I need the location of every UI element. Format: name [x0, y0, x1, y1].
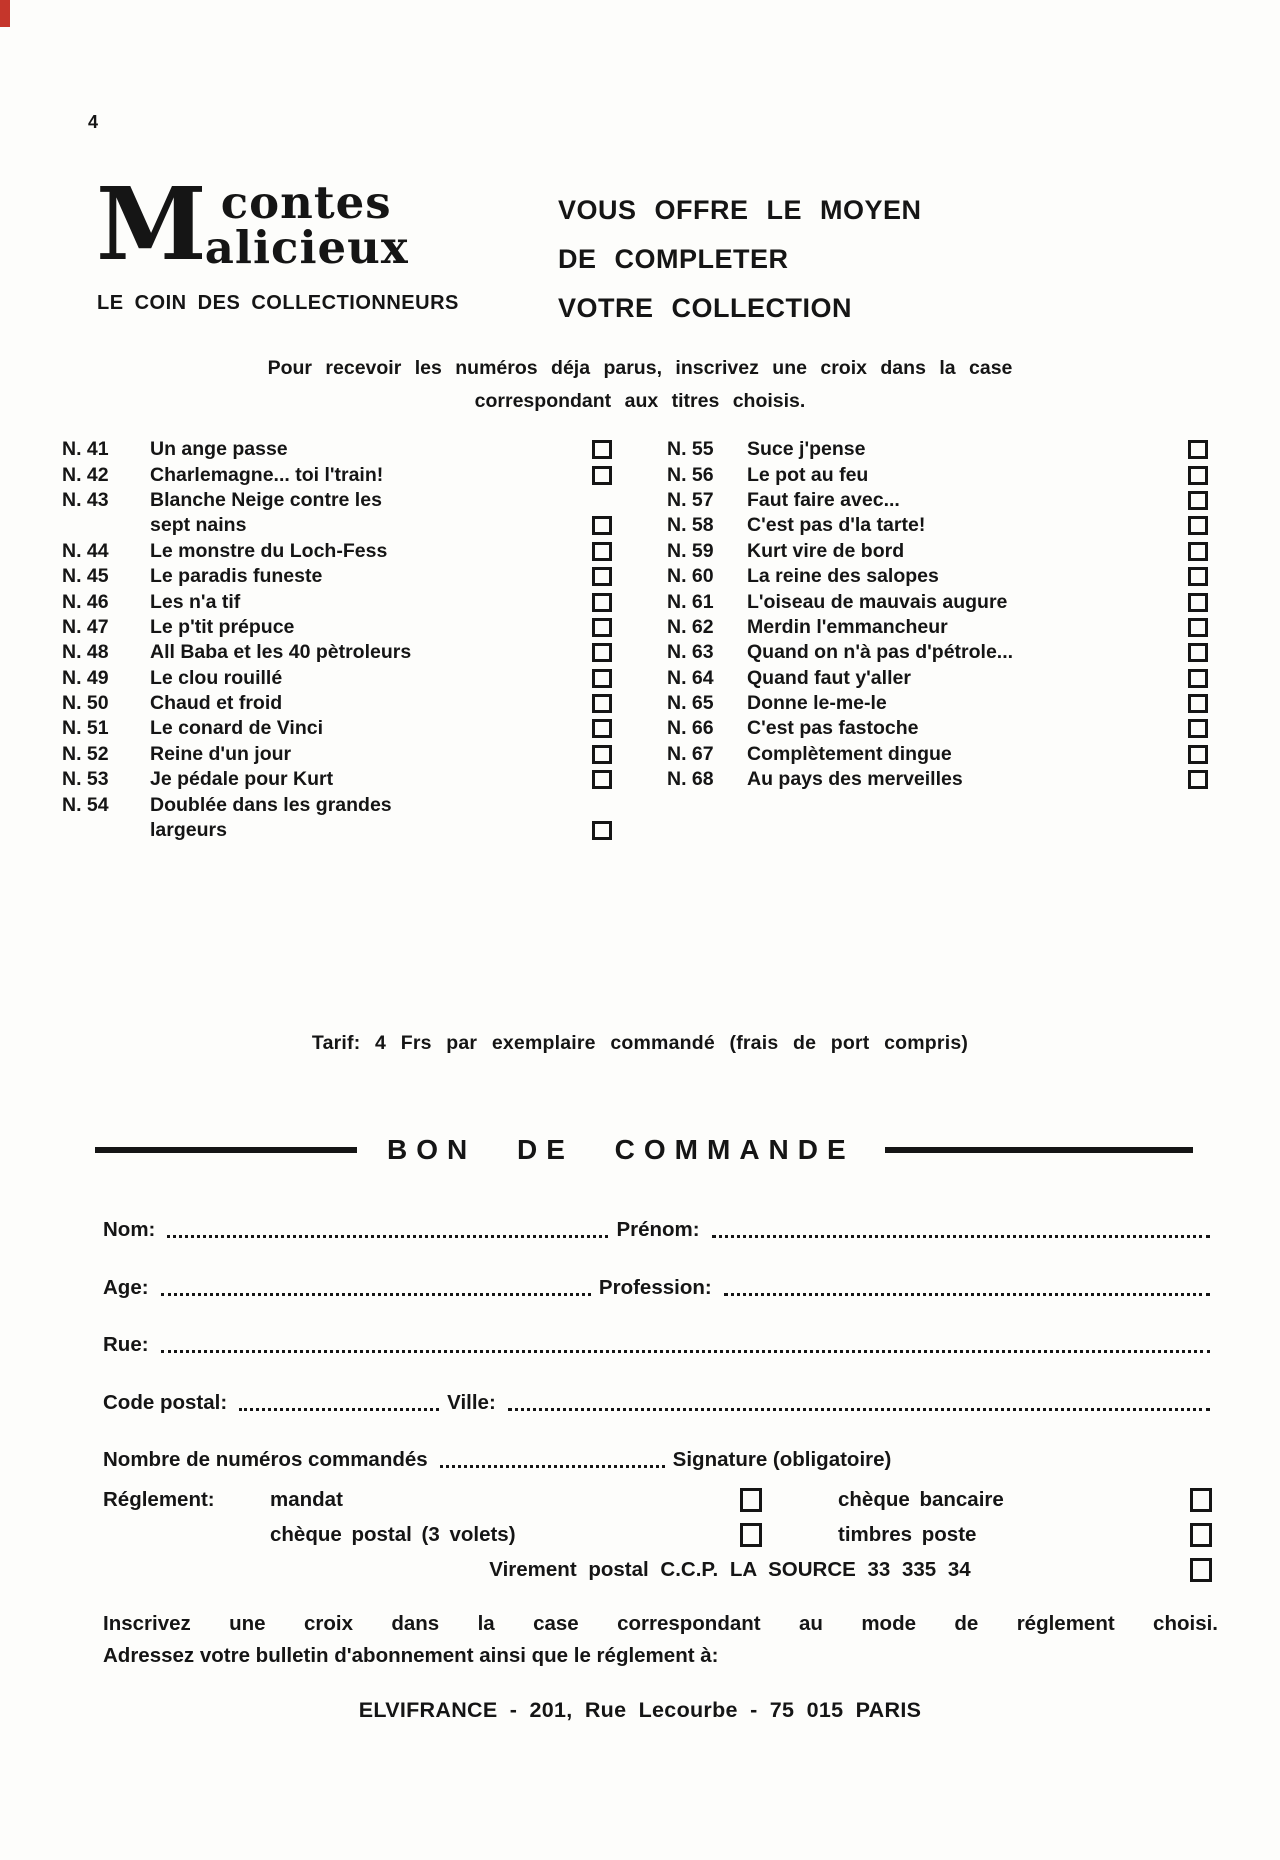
issue-number: N. 53: [62, 768, 109, 791]
issue-title: Doublée dans les grandes: [150, 793, 392, 816]
issue-title: Je pédale pour Kurt: [150, 768, 334, 791]
issue-number: N. 63: [667, 641, 714, 664]
issue-number: N. 59: [667, 539, 714, 562]
issue-number: N. 43: [62, 488, 109, 511]
issue-checkbox[interactable]: [1188, 770, 1208, 789]
rue-field[interactable]: [161, 1344, 1210, 1353]
cheque-bancaire-checkbox[interactable]: [1190, 1488, 1212, 1512]
issue-checkbox[interactable]: [592, 618, 612, 637]
payment-row-1: [103, 1482, 1220, 1517]
issue-checkbox[interactable]: [1188, 491, 1208, 510]
issue-number: N. 65: [667, 692, 714, 715]
age-label: Age:: [103, 1275, 149, 1299]
closing-instructions: [103, 1608, 1218, 1672]
issue-checkbox[interactable]: [1188, 466, 1208, 485]
issue-title: Le pot au feu: [747, 463, 869, 486]
issue-title: largeurs: [150, 819, 227, 842]
issue-title: C'est pas d'la tarte!: [747, 514, 926, 537]
reglement-label: Réglement:: [103, 1487, 215, 1511]
issue-title: Suce j'pense: [747, 438, 866, 461]
closing-line-1: Inscrivez une croix dans la case correspondant au mode de réglement choisi.: [103, 1612, 1218, 1635]
timbres-poste-label: timbres poste: [838, 1522, 977, 1546]
catalog-row: [62, 615, 1218, 640]
issue-number: N. 67: [667, 742, 714, 765]
issue-number: N. 58: [667, 514, 714, 537]
issue-checkbox[interactable]: [1188, 643, 1208, 662]
virement-checkbox[interactable]: [1190, 1558, 1212, 1582]
catalog-row: [62, 792, 1218, 817]
form-row-nombre-signature: [103, 1446, 1218, 1472]
issue-title: Les n'a tif: [150, 590, 241, 613]
code-postal-field[interactable]: [239, 1402, 439, 1411]
order-form-header: [95, 1134, 1193, 1166]
issue-number: N. 68: [667, 768, 714, 791]
payment-section: [103, 1482, 1220, 1587]
catalog-row: [62, 666, 1218, 691]
issue-title: L'oiseau de mauvais augure: [747, 590, 1008, 613]
nombre-label: Nombre de numéros commandés: [103, 1448, 428, 1471]
issue-checkbox[interactable]: [1188, 669, 1208, 688]
issue-number: N. 51: [62, 717, 109, 740]
issue-number: N. 61: [667, 590, 714, 613]
payment-row-2: [103, 1517, 1220, 1552]
catalog-row: [62, 513, 1218, 538]
rue-label: Rue:: [103, 1333, 149, 1356]
issue-checkbox[interactable]: [592, 593, 612, 612]
catalog-row: [62, 818, 1218, 843]
issue-checkbox[interactable]: [1188, 694, 1208, 713]
header-rule-left: [95, 1147, 357, 1153]
virement-label: Virement postal C.C.P. LA SOURCE 33 335 34: [489, 1557, 971, 1581]
nom-label: Nom:: [103, 1218, 156, 1241]
catalog-row: [62, 462, 1218, 487]
issue-number: N. 49: [62, 666, 109, 689]
prenom-label: Prénom:: [616, 1218, 700, 1241]
issue-checkbox[interactable]: [1188, 618, 1208, 637]
issue-title: Kurt vire de bord: [747, 539, 905, 562]
issue-title: Quand faut y'aller: [747, 666, 911, 689]
catalog-row: [62, 488, 1218, 513]
offer-heading: [558, 186, 922, 333]
logo-initial-m: M: [96, 165, 203, 283]
catalog-row: [62, 640, 1218, 665]
publisher-address: ELVIFRANCE - 201, Rue Lecourbe - 75 015 PARIS: [358, 1698, 922, 1722]
issue-number: N. 66: [667, 717, 714, 740]
order-form-fields: [103, 1216, 1218, 1504]
catalog: [62, 437, 1218, 843]
issue-number: N. 42: [62, 463, 109, 486]
issue-title: All Baba et les 40 pètroleurs: [150, 641, 412, 664]
catalog-row: [62, 716, 1218, 741]
issue-title: Quand on n'à pas d'pétrole...: [747, 641, 1014, 664]
issue-title: Merdin l'emmancheur: [747, 615, 948, 638]
issue-title: Blanche Neige contre les: [150, 488, 382, 511]
prenom-field[interactable]: [712, 1229, 1210, 1238]
issue-title: Faut faire avec...: [747, 488, 900, 511]
issue-checkbox[interactable]: [1188, 593, 1208, 612]
issue-checkbox[interactable]: [592, 516, 612, 535]
issue-checkbox[interactable]: [592, 440, 612, 459]
mandat-checkbox[interactable]: [740, 1488, 762, 1512]
logo-word-alicieux: alicieux: [204, 221, 409, 274]
issue-title: Au pays des merveilles: [747, 768, 963, 791]
issue-title: Donne le-me-le: [747, 692, 887, 715]
issue-title: Le clou rouillé: [150, 666, 283, 689]
issue-checkbox[interactable]: [592, 542, 612, 561]
catalog-row: [62, 767, 1218, 792]
form-row-nom-prenom: [103, 1216, 1218, 1242]
issue-checkbox[interactable]: [592, 745, 612, 764]
issue-title: sept nains: [150, 514, 247, 537]
issue-number: N. 60: [667, 565, 714, 588]
issue-title: Le paradis funeste: [150, 565, 323, 588]
issue-checkbox[interactable]: [592, 770, 612, 789]
issue-number: N. 46: [62, 590, 109, 613]
profession-label: Profession:: [598, 1275, 712, 1299]
issue-number: N. 47: [62, 615, 109, 638]
issue-number: N. 62: [667, 615, 714, 638]
logo-word-contes: contes: [220, 176, 392, 229]
issue-number: N. 50: [62, 692, 109, 715]
cheque-postal-checkbox[interactable]: [740, 1523, 762, 1547]
scan-red-artifact: [0, 0, 10, 27]
catalog-row: [62, 539, 1218, 564]
issue-checkbox[interactable]: [1188, 719, 1208, 738]
issue-number: N. 54: [62, 793, 109, 816]
issue-checkbox[interactable]: [1188, 745, 1208, 764]
instructions-line-1: Pour recevoir les numéros déja parus, inscrivez une croix dans la case: [267, 357, 1013, 379]
offer-line-3: VOTRE COLLECTION: [558, 293, 852, 323]
page-number: 4: [88, 112, 99, 132]
catalog-row: [62, 589, 1218, 614]
closing-line-2: Adressez votre bulletin d'abonnement ainsi que le réglement à:: [103, 1644, 719, 1667]
catalog-row: [62, 742, 1218, 767]
cheque-bancaire-label: chèque bancaire: [838, 1487, 1004, 1511]
issue-checkbox[interactable]: [592, 669, 612, 688]
offer-line-2: DE COMPLETER: [558, 244, 789, 274]
catalog-row: [62, 437, 1218, 462]
age-field[interactable]: [161, 1287, 591, 1296]
issue-checkbox[interactable]: [592, 643, 612, 662]
issue-checkbox[interactable]: [1188, 542, 1208, 561]
nom-field[interactable]: [167, 1229, 608, 1238]
issue-number: N. 56: [667, 463, 714, 486]
catalog-row: [62, 691, 1218, 716]
tarif-line: Tarif: 4 Frs par exemplaire commandé (frais de port compris): [311, 1032, 969, 1054]
issue-checkbox[interactable]: [592, 694, 612, 713]
form-row-rue: [103, 1331, 1218, 1357]
instructions-paragraph: [0, 352, 1280, 418]
timbres-poste-checkbox[interactable]: [1190, 1523, 1212, 1547]
issue-number: N. 64: [667, 666, 714, 689]
ville-field[interactable]: [508, 1402, 1210, 1411]
contes-malicieux-logo: [96, 165, 409, 283]
code-postal-label: Code postal:: [103, 1390, 228, 1414]
issue-title: C'est pas fastoche: [747, 717, 919, 740]
issue-title: Le p'tit prépuce: [150, 615, 295, 638]
form-row-code-ville: [103, 1389, 1218, 1415]
offer-line-1: VOUS OFFRE LE MOYEN: [558, 195, 922, 225]
issue-checkbox[interactable]: [592, 821, 612, 840]
payment-row-3: [103, 1552, 1220, 1587]
cheque-postal-label: chèque postal (3 volets): [270, 1522, 516, 1546]
profession-field[interactable]: [724, 1287, 1210, 1296]
issue-number: N. 55: [667, 438, 714, 461]
issue-title: Un ange passe: [150, 438, 288, 461]
issue-title: Chaud et froid: [150, 692, 283, 715]
nombre-field[interactable]: [440, 1459, 665, 1468]
issue-checkbox[interactable]: [1188, 516, 1208, 535]
collectors-corner-heading: LE COIN DES COLLECTIONNEURS: [97, 292, 459, 314]
issue-checkbox[interactable]: [592, 567, 612, 586]
issue-title: La reine des salopes: [747, 565, 939, 588]
order-form-title: BON DE COMMANDE: [387, 1134, 855, 1165]
issue-number: N. 41: [62, 438, 109, 461]
issue-title: Charlemagne... toi l'train!: [150, 463, 384, 486]
signature-label: Signature (obligatoire): [672, 1448, 892, 1471]
issue-checkbox[interactable]: [592, 719, 612, 738]
header-rule-right: [885, 1147, 1193, 1153]
issue-title: Reine d'un jour: [150, 742, 292, 765]
issue-title: Complètement dingue: [747, 742, 952, 765]
mandat-label: mandat: [270, 1487, 343, 1511]
form-row-age-profession: [103, 1274, 1218, 1300]
issue-number: N. 44: [62, 539, 109, 562]
ville-label: Ville:: [447, 1390, 496, 1414]
issue-checkbox[interactable]: [592, 466, 612, 485]
issue-number: N. 52: [62, 742, 109, 765]
issue-title: Le conard de Vinci: [150, 717, 324, 740]
instructions-line-2: correspondant aux titres choisis.: [474, 390, 806, 412]
issue-number: N. 48: [62, 641, 109, 664]
catalog-row: [62, 564, 1218, 589]
issue-title: Le monstre du Loch-Fess: [150, 539, 388, 562]
issue-checkbox[interactable]: [1188, 440, 1208, 459]
issue-checkbox[interactable]: [1188, 567, 1208, 586]
issue-number: N. 57: [667, 488, 714, 511]
issue-number: N. 45: [62, 565, 109, 588]
